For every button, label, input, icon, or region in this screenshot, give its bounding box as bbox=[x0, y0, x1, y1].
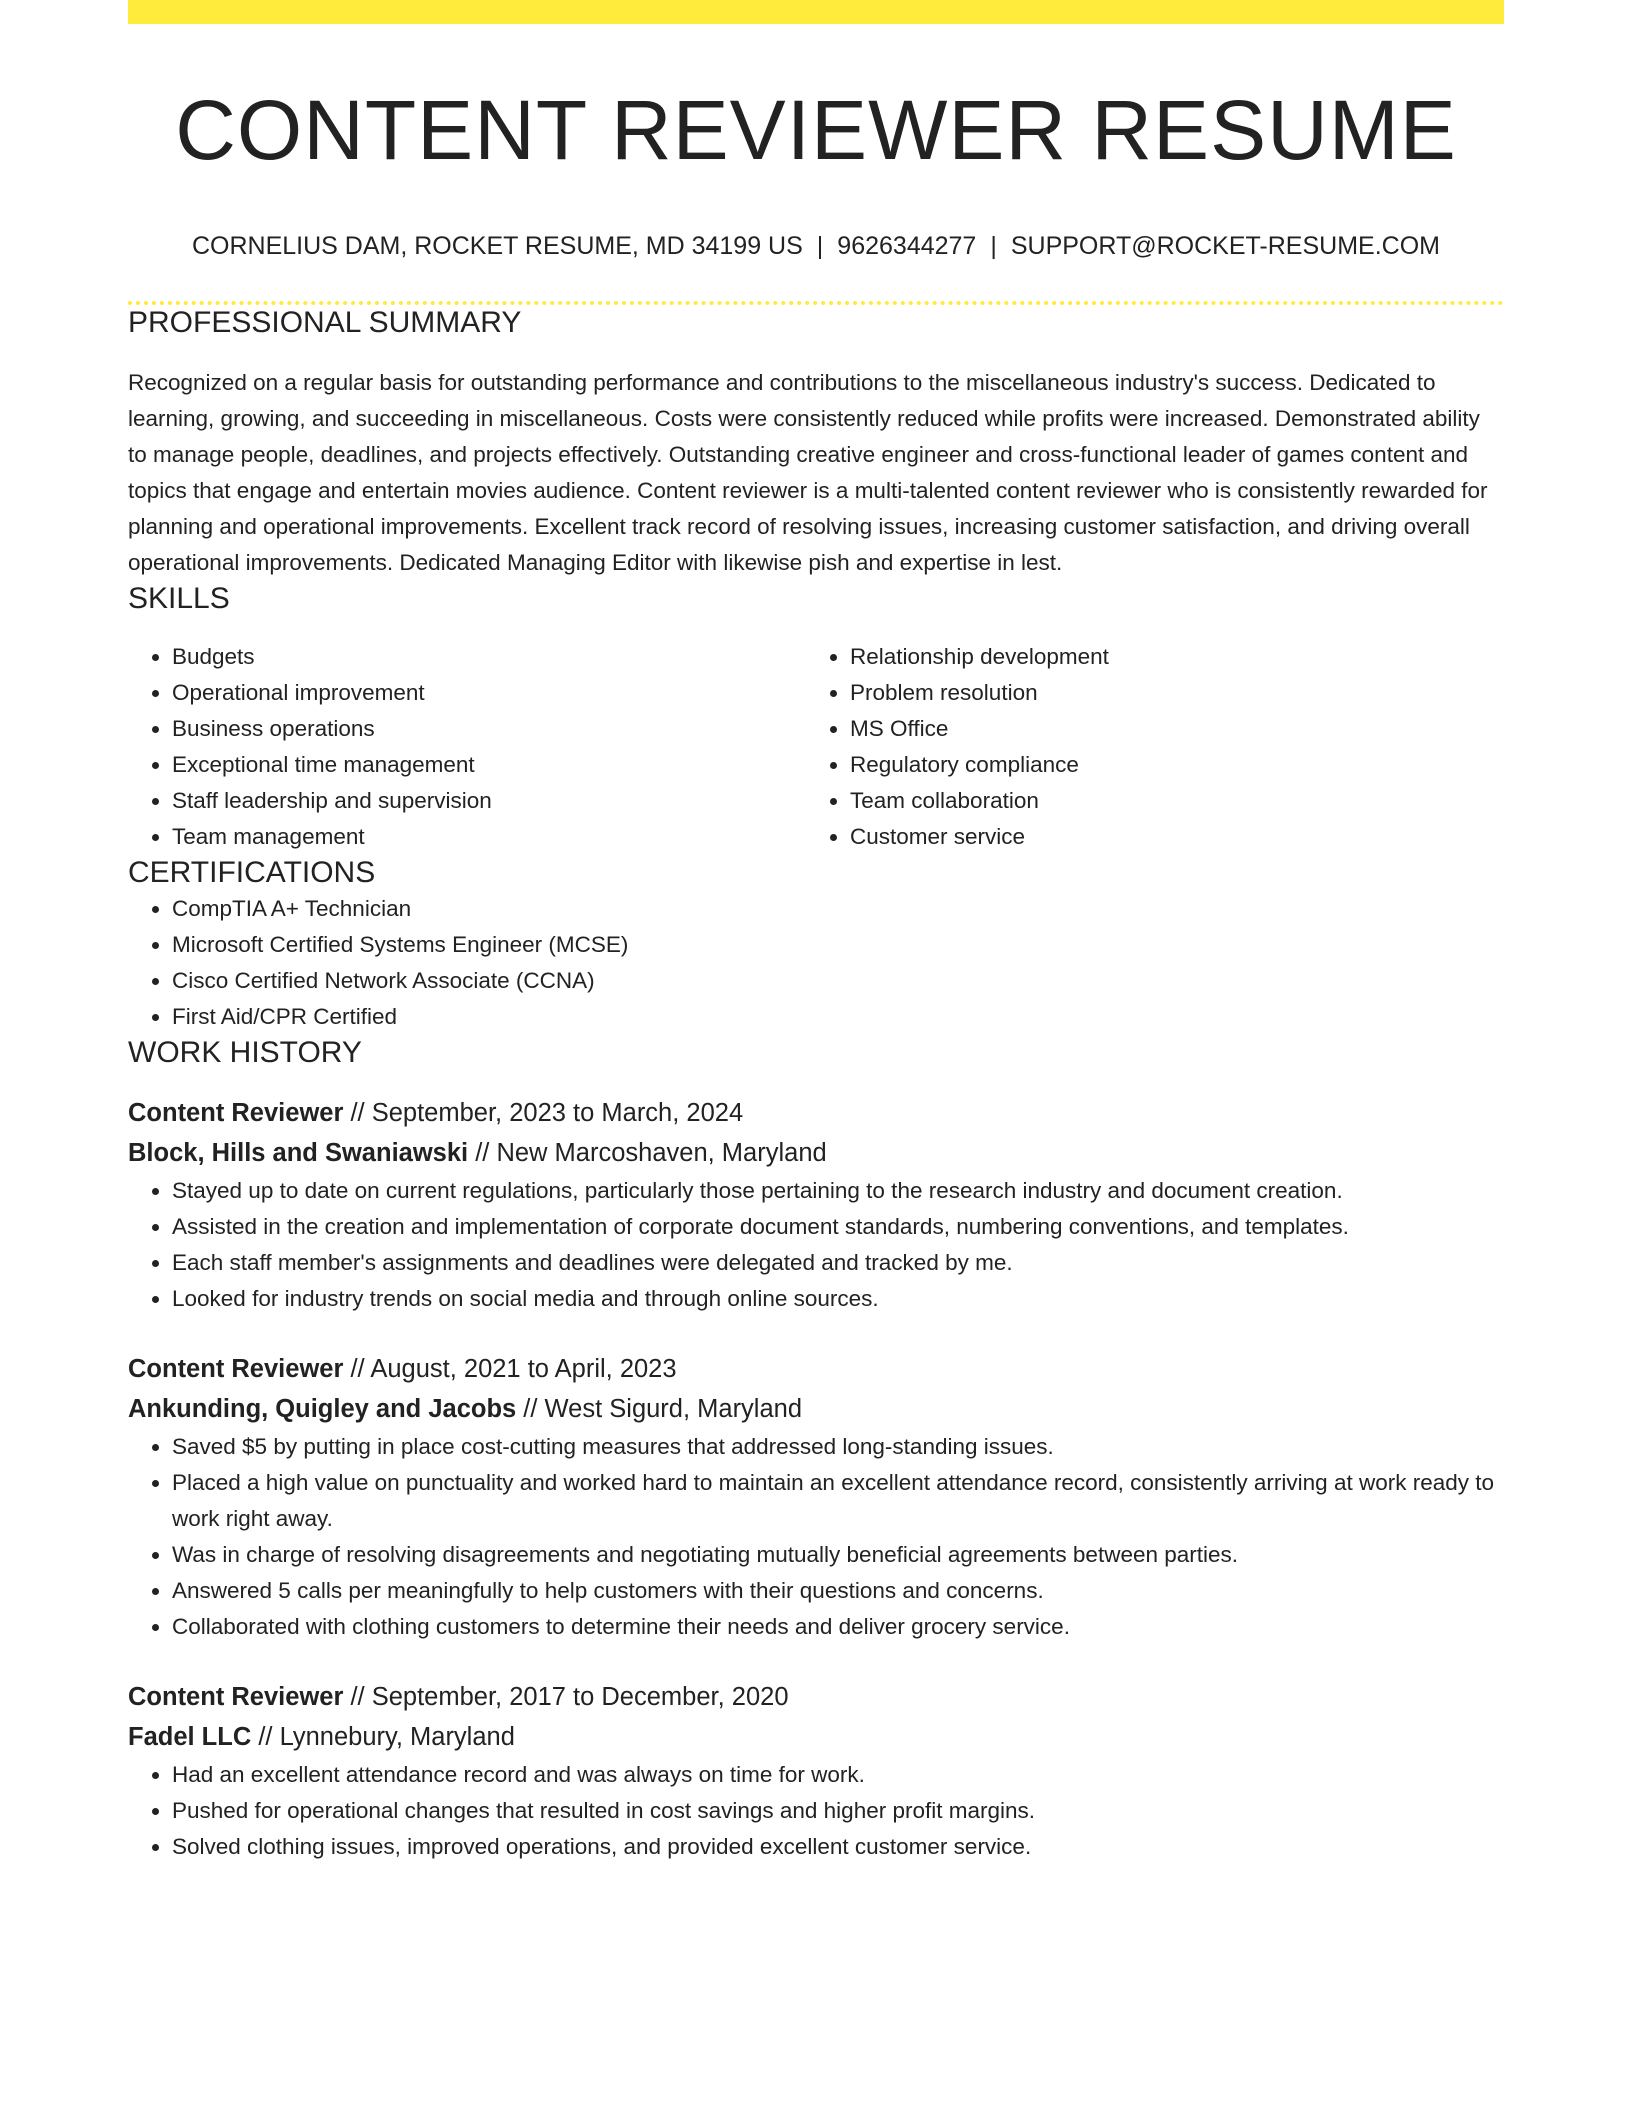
summary-heading: PROFESSIONAL SUMMARY bbox=[128, 305, 522, 339]
job-company: Fadel LLC bbox=[128, 1722, 252, 1751]
contact-line bbox=[128, 231, 1504, 261]
contact-separator: | bbox=[990, 231, 997, 260]
skill-item: • Budgets bbox=[172, 639, 806, 675]
certification-item: • CompTIA A+ Technician bbox=[172, 891, 1504, 927]
job-duty-item: • Placed a high value on punctuality and worked hard to maintain an excellent attendance record, consistently arriving at work ready to work right away. bbox=[172, 1465, 1504, 1537]
skills-list-left bbox=[128, 639, 806, 855]
work-history-heading: WORK HISTORY bbox=[128, 1035, 362, 1069]
contact-separator: | bbox=[816, 231, 824, 260]
skills-column-left bbox=[128, 639, 806, 855]
skill-item: • Staff leadership and supervision bbox=[172, 783, 806, 819]
job-duty-item: • Saved $5 by putting in place cost-cutting measures that addressed long-standing issues. bbox=[172, 1429, 1504, 1465]
job-duty-item: • Answered 5 calls per meaningfully to help customers with their questions and concerns. bbox=[172, 1573, 1504, 1609]
job-duty-item: • Stayed up to date on current regulations, particularly those pertaining to the research industry and document creation. bbox=[172, 1173, 1504, 1209]
resume-page bbox=[128, 0, 1504, 1865]
job-location: // West Sigurd, Maryland bbox=[516, 1394, 803, 1423]
job-title-line bbox=[128, 1349, 1504, 1389]
job-duty-item: • Solved clothing issues, improved operations, and provided excellent customer service. bbox=[172, 1829, 1504, 1865]
contact-phone: 9626344277 bbox=[837, 231, 977, 260]
skill-item: • Business operations bbox=[172, 711, 806, 747]
job-title: Content Reviewer bbox=[128, 1682, 344, 1711]
job-location: // New Marcoshaven, Maryland bbox=[468, 1138, 827, 1167]
skill-item: • Relationship development bbox=[850, 639, 1484, 675]
job-title-line bbox=[128, 1093, 1504, 1133]
accent-top-bar bbox=[128, 0, 1504, 24]
job-entry bbox=[128, 1093, 1504, 1317]
certification-item: • Cisco Certified Network Associate (CCNA) bbox=[172, 963, 1504, 999]
job-title: Content Reviewer bbox=[128, 1098, 344, 1127]
job-company: Block, Hills and Swaniawski bbox=[128, 1138, 469, 1167]
job-duty-item: • Collaborated with clothing customers to determine their needs and deliver grocery service. bbox=[172, 1609, 1504, 1645]
job-company-line bbox=[128, 1717, 1504, 1757]
job-duties-list bbox=[128, 1173, 1504, 1317]
job-duty-item: • Looked for industry trends on social media and through online sources. bbox=[172, 1281, 1504, 1317]
job-duty-item: • Was in charge of resolving disagreements and negotiating mutually beneficial agreements between parties. bbox=[172, 1537, 1504, 1573]
summary-text: Recognized on a regular basis for outstanding performance and contributions to the miscellaneous industry's success. Dedicated to learning, growing, and succeeding in miscellaneous. Costs were consistently reduced while profits were increased. Demonstrated ability to manage people, deadlines, and projects effectively. Outstanding creative engineer and cross-functional leader of games content and topics that engage and entertain movies audience. Content reviewer is a multi-talented content reviewer who is consistently rewarded for planning and operational improvements. Excellent track record of resolving issues, increasing customer satisfaction, and driving overall operational improvements. Dedicated Managing Editor with likewise pish and expertise in lest. bbox=[128, 369, 1488, 575]
skills-heading: SKILLS bbox=[128, 581, 230, 615]
skill-item: • Exceptional time management bbox=[172, 747, 806, 783]
skills-list-right bbox=[806, 639, 1484, 855]
job-location: // Lynnebury, Maryland bbox=[251, 1722, 515, 1751]
certifications-heading: CERTIFICATIONS bbox=[128, 855, 376, 889]
job-entry bbox=[128, 1349, 1504, 1645]
certification-item: • Microsoft Certified Systems Engineer (MCSE) bbox=[172, 927, 1504, 963]
job-dates: // September, 2017 to December, 2020 bbox=[343, 1682, 789, 1711]
job-duties-list bbox=[128, 1429, 1504, 1645]
job-duty-item: • Had an excellent attendance record and was always on time for work. bbox=[172, 1757, 1504, 1793]
skill-item: • Operational improvement bbox=[172, 675, 806, 711]
certifications-list bbox=[128, 891, 1504, 1035]
contact-email: SUPPORT@ROCKET-RESUME.COM bbox=[1010, 231, 1440, 260]
job-dates: // August, 2021 to April, 2023 bbox=[343, 1354, 677, 1383]
job-entry bbox=[128, 1677, 1504, 1865]
skill-item: • Team management bbox=[172, 819, 806, 855]
document-title: CONTENT REVIEWER RESUME bbox=[175, 83, 1457, 177]
job-duty-item: • Pushed for operational changes that resulted in cost savings and higher profit margins. bbox=[172, 1793, 1504, 1829]
skill-item: • Problem resolution bbox=[850, 675, 1484, 711]
skill-item: • MS Office bbox=[850, 711, 1484, 747]
job-company-line bbox=[128, 1133, 1504, 1173]
job-duty-item: • Assisted in the creation and implementation of corporate document standards, numbering conventions, and templates. bbox=[172, 1209, 1504, 1245]
job-company: Ankunding, Quigley and Jacobs bbox=[128, 1394, 517, 1423]
job-duties-list bbox=[128, 1757, 1504, 1865]
skill-item: • Customer service bbox=[850, 819, 1484, 855]
job-title: Content Reviewer bbox=[128, 1354, 344, 1383]
certification-item: • First Aid/CPR Certified bbox=[172, 999, 1504, 1035]
skill-item: • Regulatory compliance bbox=[850, 747, 1484, 783]
skills-grid bbox=[128, 639, 1504, 855]
skills-column-right bbox=[806, 639, 1484, 855]
job-duty-item: • Each staff member's assignments and deadlines were delegated and tracked by me. bbox=[172, 1245, 1504, 1281]
job-company-line bbox=[128, 1389, 1504, 1429]
contact-address: CORNELIUS DAM, ROCKET RESUME, MD 34199 US bbox=[192, 231, 803, 260]
skill-item: • Team collaboration bbox=[850, 783, 1484, 819]
job-title-line bbox=[128, 1677, 1504, 1717]
job-dates: // September, 2023 to March, 2024 bbox=[343, 1098, 744, 1127]
